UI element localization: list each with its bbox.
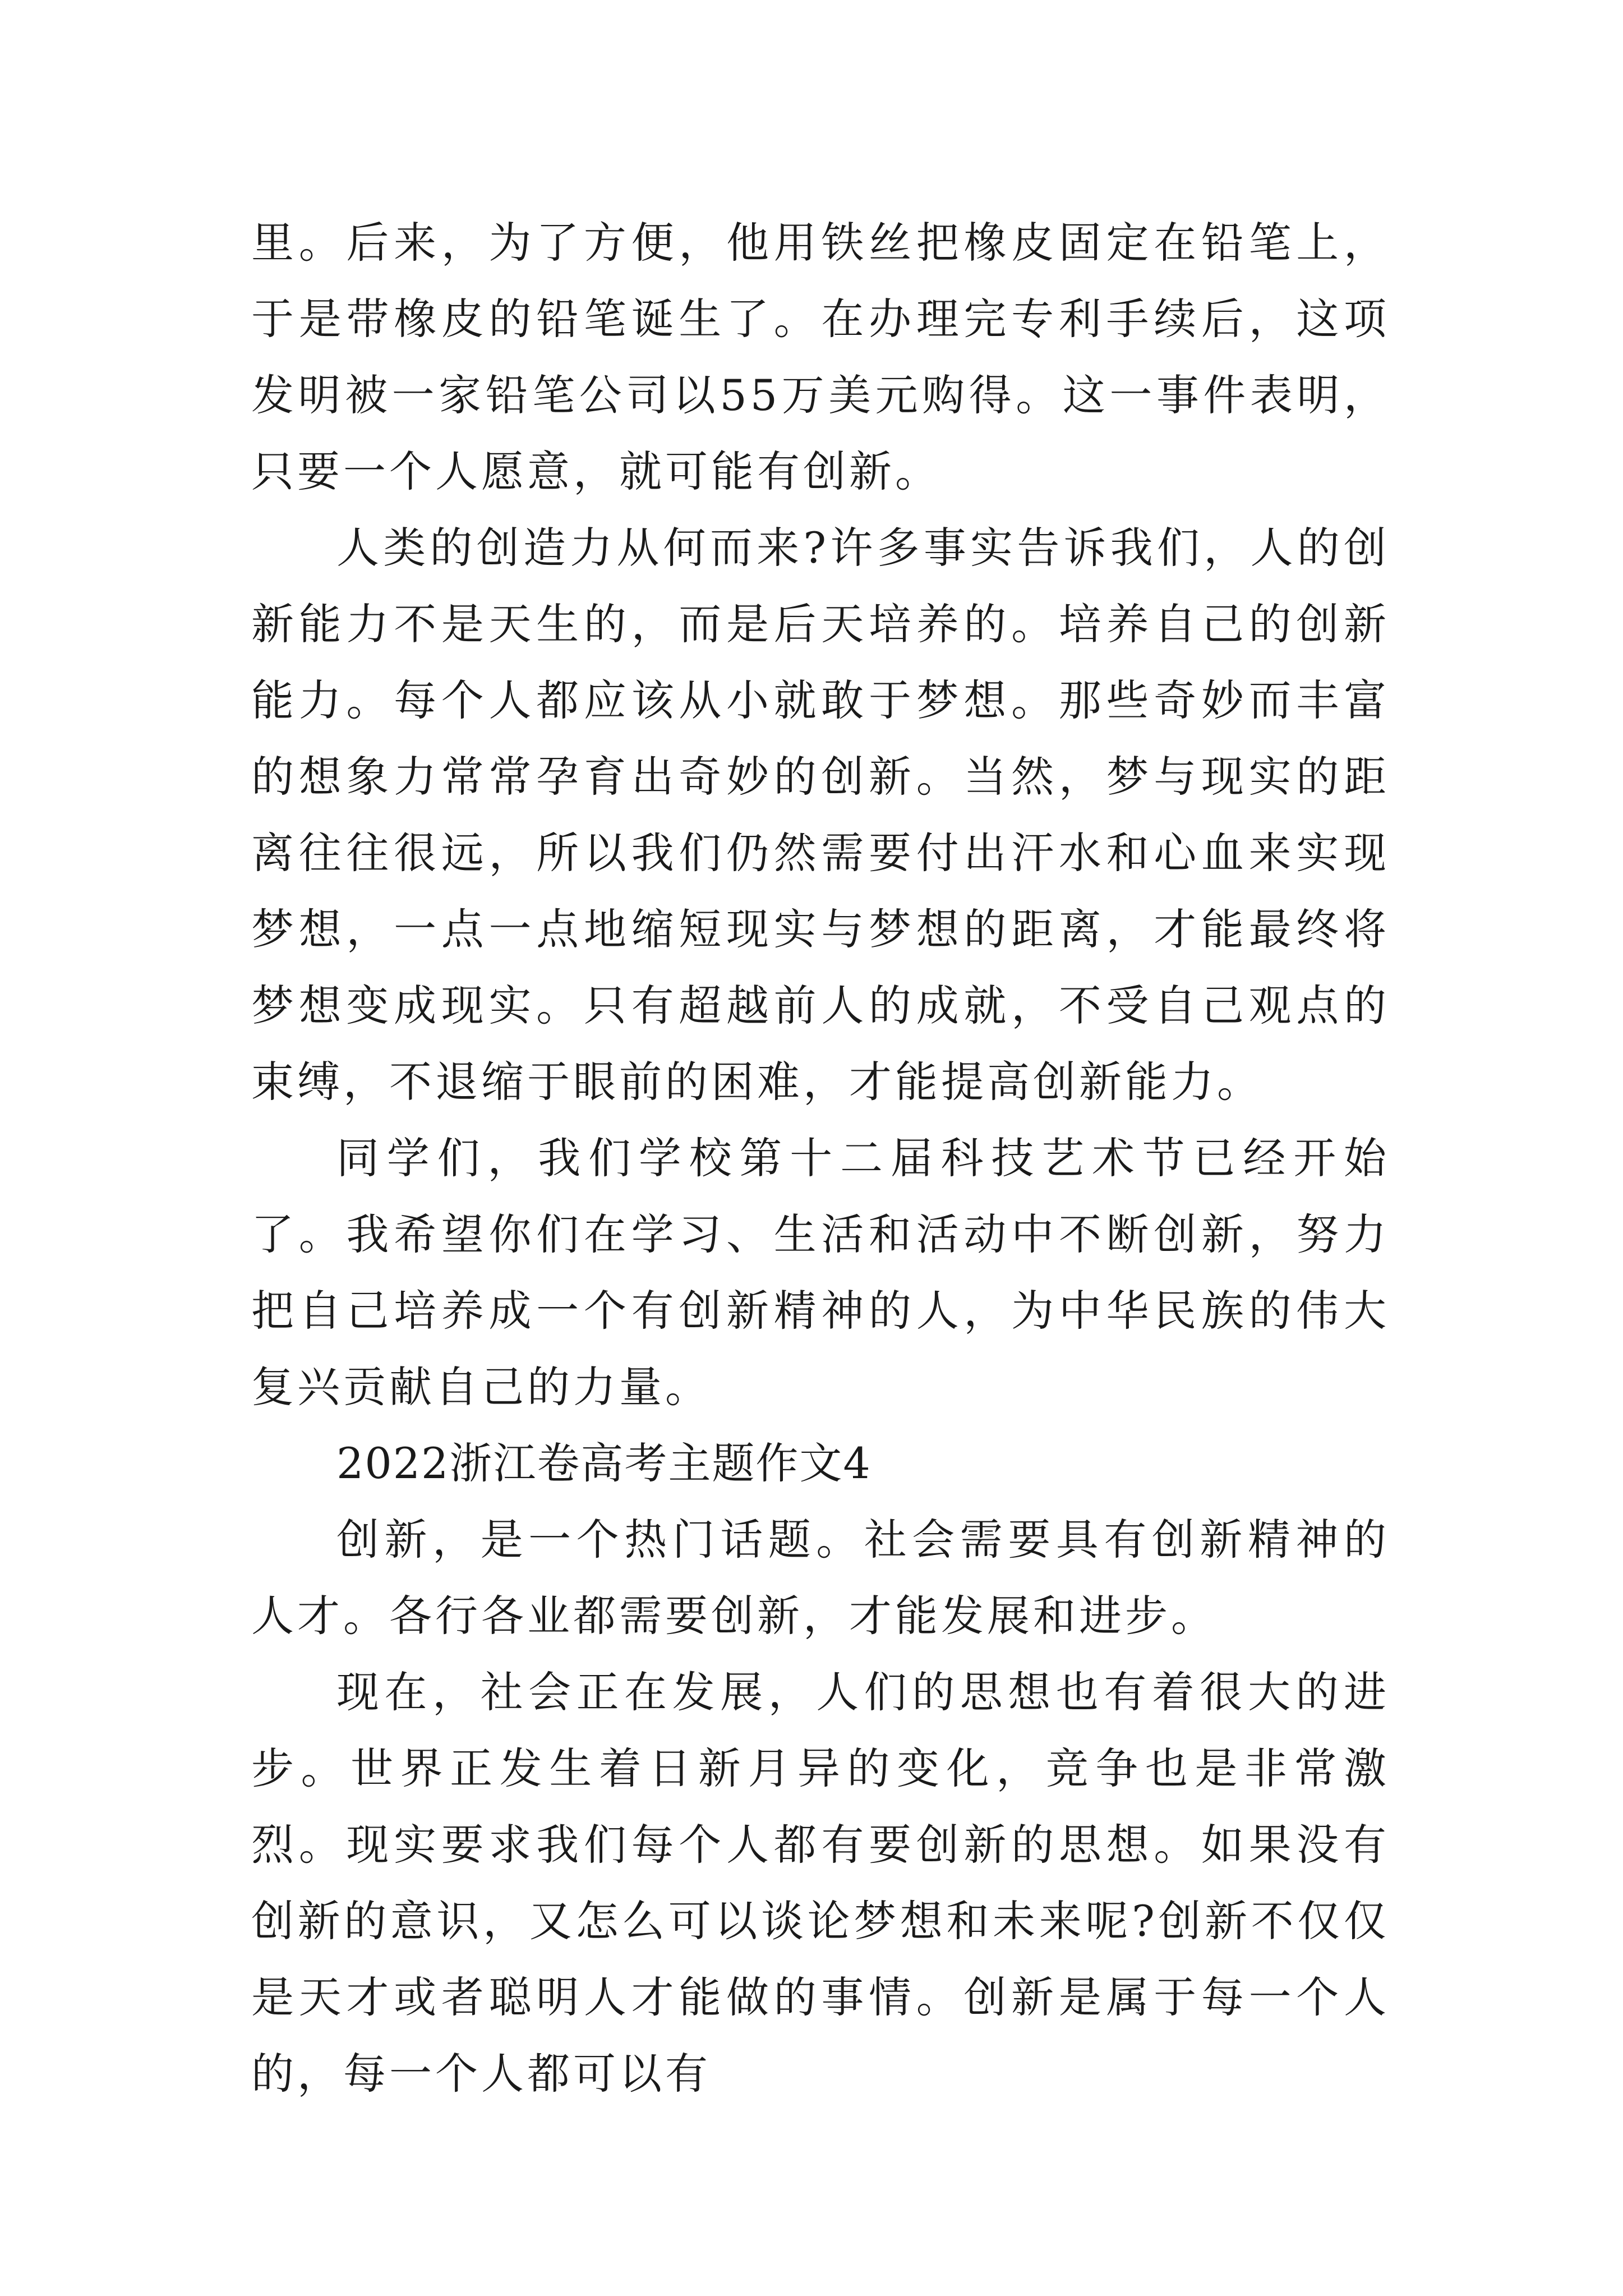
paragraph-5: 现在，社会正在发展，人们的思想也有着很大的进步。世界正发生着日新月异的变化，竞争也是非常激烈。现实要求我们每个人都有要创新的思想。如果没有创新的意识，又怎么可以谈论梦想和未来呢?创新不仅仅是天才或者聪明人才能做的事情。创新是属于每一个人的，每一个人都可以有 [251, 1667, 1390, 2099]
document-body [251, 205, 1390, 2112]
paragraph-4: 创新，是一个热门话题。社会需要具有创新精神的人才。各行各业都需要创新，才能发展和进步。 [251, 1515, 1390, 1641]
paragraph-3: 同学们，我们学校第十二届科技艺术节已经开始了。我希望你们在学习、生活和活动中不断创新，努力把自己培养成一个有创新精神的人，为中华民族的伟大复兴贡献自己的力量。 [251, 1133, 1390, 1412]
section-heading: 2022浙江卷高考主题作文4 [336, 1438, 872, 1488]
paragraph-2: 人类的创造力从何而来?许多事实告诉我们，人的创新能力不是天生的，而是后天培养的。培养自己的创新能力。每个人都应该从小就敢于梦想。那些奇妙而丰富的想象力常常孕育出奇妙的创新。当然，梦与现实的距离往往很远，所以我们仍然需要付出汗水和心血来实现梦想，一点一点地缩短现实与梦想的距离，才能最终将梦想变成现实。只有超越前人的成就，不受自己观点的束缚，不退缩于眼前的困难，才能提高创新能力。 [251, 523, 1390, 1107]
paragraph-1: 里。后来，为了方便，他用铁丝把橡皮固定在铅笔上，于是带橡皮的铅笔诞生了。在办理完专利手续后，这项发明被一家铅笔公司以55万美元购得。这一事件表明，只要一个人愿意，就可能有创新。 [251, 218, 1390, 496]
